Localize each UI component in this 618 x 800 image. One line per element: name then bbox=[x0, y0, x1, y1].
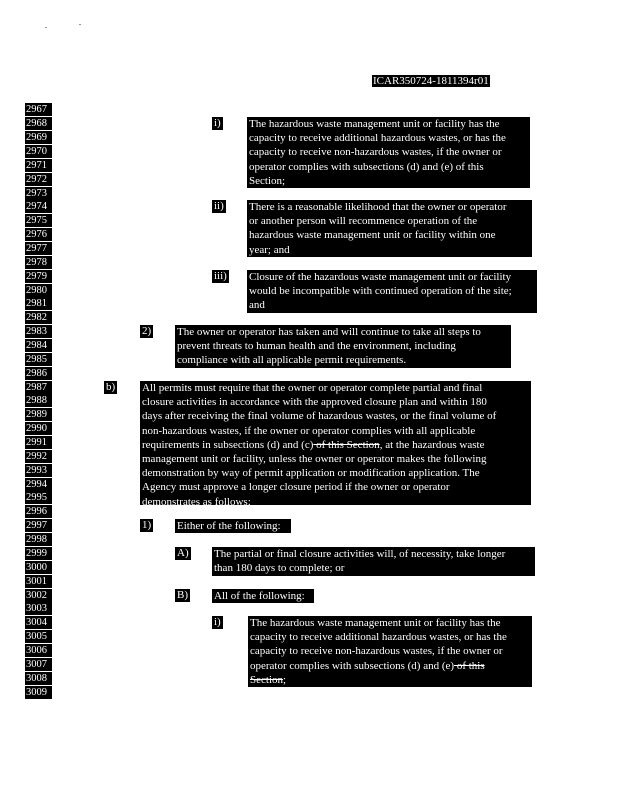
line-number: 2991 bbox=[25, 436, 52, 449]
line-number: 2998 bbox=[25, 533, 52, 546]
clause-text bbox=[140, 381, 531, 508]
clause-label: A) bbox=[177, 547, 189, 559]
line-number: 2979 bbox=[25, 270, 52, 283]
line-number: 2981 bbox=[25, 297, 52, 310]
line-number: 3004 bbox=[25, 616, 52, 629]
line-number: 3001 bbox=[25, 575, 52, 588]
line-number: 2983 bbox=[25, 325, 52, 338]
struck-text: of this Section bbox=[313, 438, 380, 451]
clause-text bbox=[247, 270, 537, 313]
clause-text bbox=[175, 519, 291, 533]
line-number: 2967 bbox=[25, 103, 52, 116]
clause-text bbox=[175, 325, 511, 368]
line-number: 3006 bbox=[25, 644, 52, 657]
line-number: 3003 bbox=[25, 602, 52, 615]
line-number: 2971 bbox=[25, 159, 52, 172]
clause-label: ii) bbox=[214, 200, 224, 212]
clause-label: B) bbox=[177, 589, 188, 601]
text-line: The partial or final closure activities will, of necessity, take longer bbox=[214, 548, 506, 560]
line-number: 3005 bbox=[25, 630, 52, 643]
text-line: year; and bbox=[249, 243, 290, 256]
line-number: 3000 bbox=[25, 561, 52, 574]
clause-text bbox=[247, 117, 530, 188]
line-number: 2982 bbox=[25, 311, 52, 324]
struck-text: Section bbox=[250, 673, 283, 686]
text-line: capacity to receive non-hazardous wastes, if the owner or bbox=[250, 645, 503, 658]
text-line: management unit or facility, unless the owner or operator makes the following bbox=[142, 453, 487, 466]
scan-speck bbox=[45, 27, 47, 28]
text-line: Closure of the hazardous waste management unit or facility bbox=[249, 271, 512, 283]
line-number: 3009 bbox=[25, 686, 52, 699]
line-number: 2989 bbox=[25, 408, 52, 421]
text-line: operator complies with subsections (d) and (e) of this bbox=[249, 160, 484, 173]
line-number: 2974 bbox=[25, 200, 52, 213]
clause-label: iii) bbox=[214, 270, 227, 282]
text-line: non-hazardous wastes, if the owner or operator complies with all applicable bbox=[142, 424, 476, 437]
text-line: There is a reasonable likelihood that the owner or operator bbox=[249, 201, 507, 213]
line-number: 2994 bbox=[25, 478, 52, 491]
clause-label: 1) bbox=[142, 519, 152, 531]
text-line bbox=[250, 659, 530, 673]
clause-label: i) bbox=[214, 117, 221, 129]
text-line: All of the following: bbox=[214, 590, 305, 602]
struck-text: of this bbox=[454, 659, 485, 672]
line-number: 3007 bbox=[25, 658, 52, 671]
text-line: or another person will recommence operation of the bbox=[249, 215, 478, 228]
text-line: days after receiving the final volume of hazardous wastes, or the final volume of bbox=[142, 410, 497, 423]
text-line: would be incompatible with continued operation of the site; bbox=[249, 285, 512, 298]
clause-text bbox=[212, 589, 314, 603]
text-line: and bbox=[249, 299, 265, 312]
line-number: 2987 bbox=[25, 381, 52, 394]
text-line: Section; bbox=[249, 174, 286, 187]
line-number: 2988 bbox=[25, 394, 52, 407]
line-number: 2975 bbox=[25, 214, 52, 227]
line-number: 2978 bbox=[25, 256, 52, 269]
text-fragment: , at the hazardous waste bbox=[379, 438, 485, 451]
line-number: 2997 bbox=[25, 519, 52, 532]
text-line: capacity to receive additional hazardous wastes, or has the bbox=[250, 631, 507, 644]
text-line bbox=[142, 438, 529, 452]
text-line: Either of the following: bbox=[177, 520, 281, 532]
text-line: Section; bbox=[250, 673, 287, 686]
text-line: closure activities in accordance with the approved closure plan and within 180 bbox=[142, 396, 487, 409]
text-line: All permits must require that the owner or operator complete partial and final bbox=[142, 382, 483, 394]
clause-text bbox=[248, 616, 532, 687]
line-number: 3008 bbox=[25, 672, 52, 685]
line-number: 2968 bbox=[25, 117, 52, 130]
text-line: compliance with all applicable permit requirements. bbox=[177, 354, 407, 367]
text-line: than 180 days to complete; or bbox=[214, 562, 345, 575]
clause-label: b) bbox=[106, 381, 116, 393]
line-number: 2985 bbox=[25, 353, 52, 366]
text-line: capacity to receive additional hazardous wastes, or has the bbox=[249, 132, 506, 145]
line-number: 2976 bbox=[25, 228, 52, 241]
line-number: 2969 bbox=[25, 131, 52, 144]
text-fragment: requirements in subsections (d) and (c) bbox=[142, 438, 314, 451]
line-number: 2992 bbox=[25, 450, 52, 463]
line-number: 3002 bbox=[25, 589, 52, 602]
text-line: Agency must approve a longer closure period if the owner or operator bbox=[142, 481, 450, 494]
line-number: 2990 bbox=[25, 422, 52, 435]
text-line: The hazardous waste management unit or facility has the bbox=[249, 118, 500, 130]
text-line: hazardous waste management unit or facility within one bbox=[249, 229, 496, 242]
text-line: capacity to receive non-hazardous wastes, if the owner or bbox=[249, 146, 502, 159]
text-fragment: operator complies with subsections (d) and (e) bbox=[250, 659, 455, 672]
line-number: 2996 bbox=[25, 505, 52, 518]
clause-label: 2) bbox=[142, 325, 152, 337]
text-line: The hazardous waste management unit or facility has the bbox=[250, 617, 501, 629]
line-number: 2977 bbox=[25, 242, 52, 255]
text-line: demonstration by way of permit application or modification application. The bbox=[142, 467, 480, 480]
line-number: 2993 bbox=[25, 464, 52, 477]
text-line: The owner or operator has taken and will continue to take all steps to bbox=[177, 326, 481, 338]
clause-text bbox=[212, 547, 535, 576]
text-line: demonstrates as follows: bbox=[142, 495, 251, 508]
line-number: 2972 bbox=[25, 173, 52, 186]
scan-speck bbox=[79, 24, 81, 25]
text-line: prevent threats to human health and the environment, including bbox=[177, 340, 456, 353]
line-number: 2986 bbox=[25, 367, 52, 380]
line-number: 2973 bbox=[25, 187, 52, 200]
line-number: 2995 bbox=[25, 491, 52, 504]
document-id-header: ICAR350724-1811394r01 bbox=[373, 75, 489, 87]
line-number: 2970 bbox=[25, 145, 52, 158]
clause-label: i) bbox=[214, 616, 221, 628]
clause-text bbox=[247, 200, 532, 257]
line-number: 2999 bbox=[25, 547, 52, 560]
line-number: 2984 bbox=[25, 339, 52, 352]
line-number: 2980 bbox=[25, 284, 52, 297]
